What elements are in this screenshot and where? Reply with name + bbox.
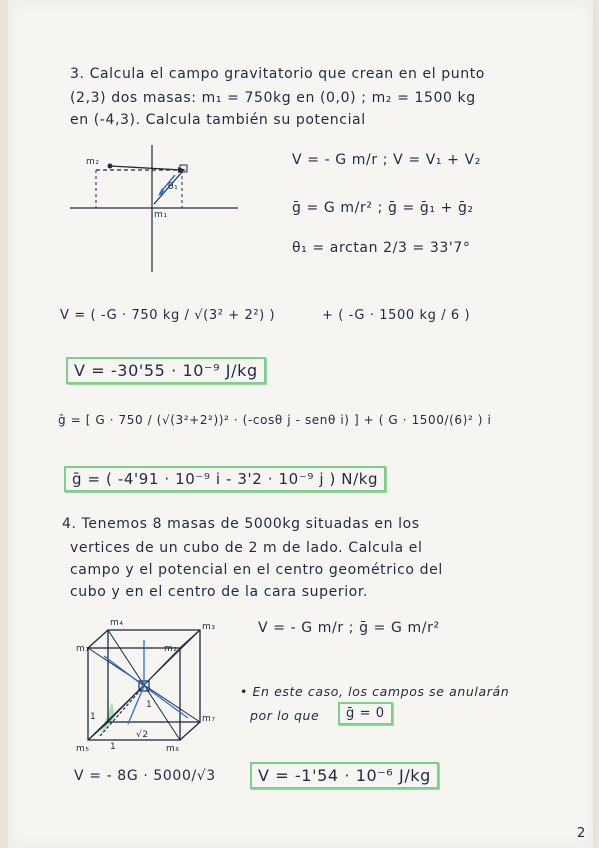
cube-label-m3: m₃ bbox=[202, 622, 216, 632]
cube-label-m1: m₁ bbox=[76, 644, 90, 654]
formula-field: ḡ = G m/r² ; ḡ = ḡ₁ + ḡ₂ bbox=[292, 200, 474, 216]
field-result-box: ḡ = ( -4'91 · 10⁻⁹ i - 3'2 · 10⁻⁹ j ) N/kg bbox=[64, 466, 386, 492]
problem3-line3: en (-4,3). Calcula también su potencial bbox=[70, 112, 366, 128]
cube-label-m2: m₂ bbox=[164, 644, 178, 654]
problem4-line4: cubo y en el centro de la cara superior. bbox=[70, 584, 368, 600]
problem4-line3: campo y el potencial en el centro geométrico del bbox=[70, 562, 443, 578]
diagram-label-m2: m₂ bbox=[86, 157, 100, 167]
diagram-label-theta: θ₁ bbox=[168, 182, 179, 192]
cube-label-1-height: 1 bbox=[146, 700, 153, 710]
cube-label-1-bottom: 1 bbox=[110, 742, 117, 752]
problem4-potential-expression: V = - 8G · 5000/√3 bbox=[74, 768, 216, 784]
problem4-line1: 4. Tenemos 8 masas de 5000kg situadas en los bbox=[62, 516, 420, 532]
potential-result-box: V = -30'55 · 10⁻⁹ J/kg bbox=[66, 357, 266, 384]
cube-label-m7: m₇ bbox=[202, 714, 216, 724]
problem4-note-2: por lo que bbox=[250, 708, 320, 723]
problem3-line1: 3. Calcula el campo gravitatorio que crean en el punto bbox=[70, 66, 485, 82]
cube-label-sqrt2: √2 bbox=[136, 730, 149, 740]
cube-label-m5: m₅ bbox=[76, 744, 90, 754]
theta-calculation: θ₁ = arctan 2/3 = 33'7° bbox=[292, 240, 471, 256]
problem4-note: • En este caso, los campos se anularán bbox=[240, 684, 510, 699]
page-number: 2 bbox=[577, 826, 586, 841]
formula-potential: V = - G m/r ; V = V₁ + V₂ bbox=[292, 152, 481, 168]
potential-expression-right: + ( -G · 1500 kg / 6 ) bbox=[322, 308, 471, 323]
cube-label-1-side: 1 bbox=[90, 712, 97, 722]
problem4-formula: V = - G m/r ; ḡ = G m/r² bbox=[258, 620, 440, 636]
field-expression: ḡ = [ G · 750 / (√(3²+2²))² · (-cosθ j - senθ i) ] + ( G · 1500/(6)² ) i bbox=[58, 413, 492, 427]
field-zero-box: ḡ = 0 bbox=[338, 702, 393, 725]
problem3-line2: (2,3) dos masas: m₁ = 750kg en (0,0) ; m₂ = 1500 kg bbox=[70, 90, 476, 106]
problem4-line2: vertices de un cubo de 2 m de lado. Calcula el bbox=[70, 540, 423, 556]
potential-expression-left: V = ( -G · 750 kg / √(3² + 2²) ) bbox=[60, 308, 276, 323]
cube-label-m6: m₆ bbox=[166, 744, 180, 754]
diagram-label-m1: m₁ bbox=[154, 210, 168, 220]
cube-label-m4: m₄ bbox=[110, 618, 124, 628]
problem4-potential-result-box: V = -1'54 · 10⁻⁶ J/kg bbox=[250, 762, 439, 789]
